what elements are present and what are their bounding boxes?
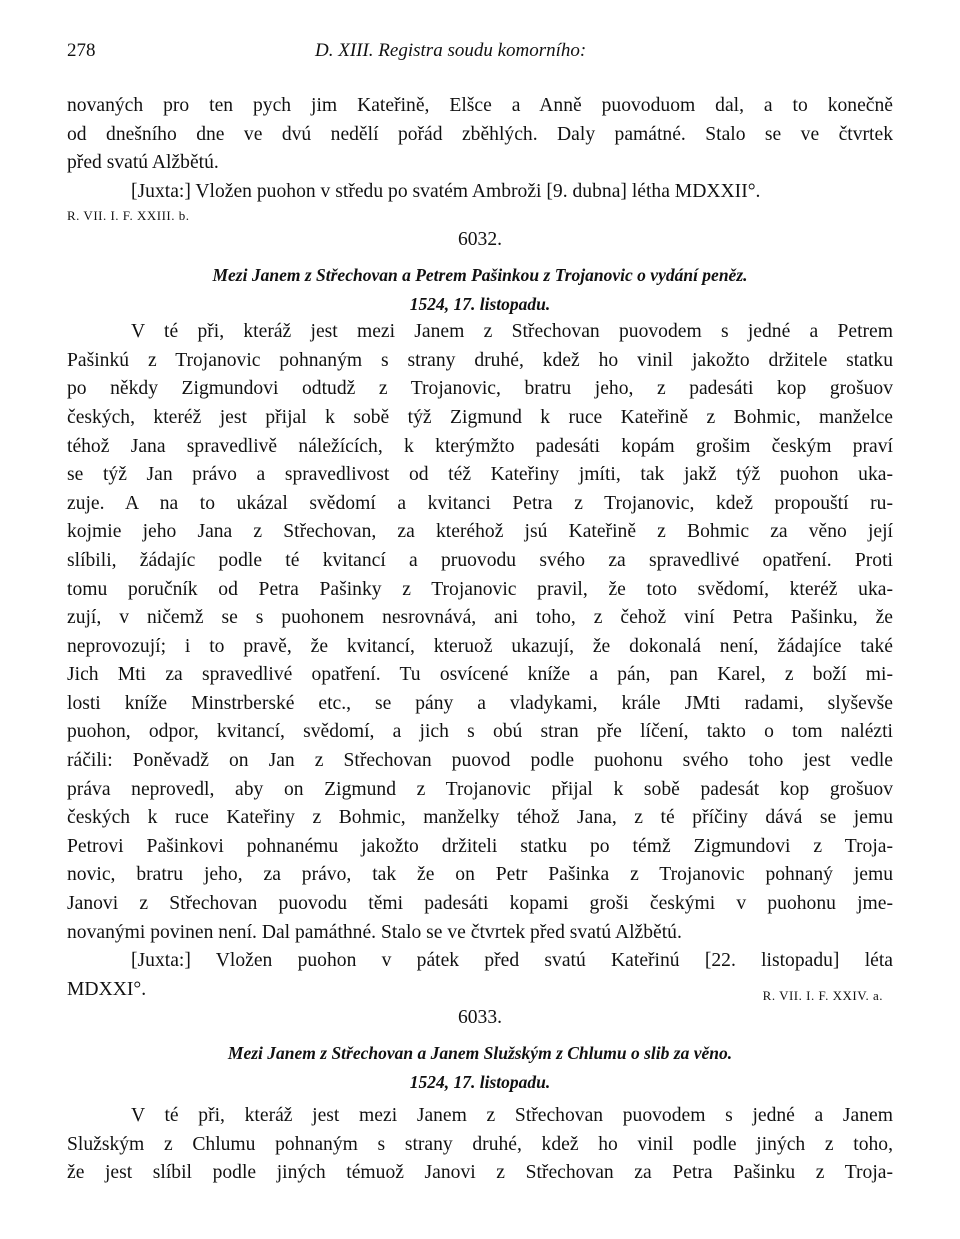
paragraph-line: Služským z Chlumu pohnaným s strany druhé, kdež ho vinil podle jiných z toho, — [67, 1133, 893, 1155]
paragraph-line: Pašinkú z Trojanovic pohnaným s strany druhé, kdež ho vinil jakožto držitele statku — [67, 349, 893, 371]
paragraph-line: před svatú Alžbětú. — [67, 152, 219, 174]
paragraph-line: tomu poručník od Petra Pašinky z Trojanovic pravil, že toto svědomí, kteréž uka- — [67, 578, 893, 600]
juxta-note: [Juxta:] Vložen puohon v středu po svatém Ambroži [9. dubna] létha MDXXII°. — [131, 180, 761, 202]
entry-number: 6033. — [457, 1007, 503, 1029]
entry-date: 1524, 17. listopadu. — [409, 293, 551, 314]
page-header — [67, 40, 893, 66]
register-reference: R. VII. I. F. XXIV. a. — [762, 987, 883, 1003]
paragraph-line: se týž Jan právo a spravedlivost od též Kateřiny jmíti, tak jakž týž puohon uka- — [67, 464, 893, 486]
paragraph-line: losti kníže Minstrberské etc., se pány a vladykami, krále JMti radami, slyševše — [67, 692, 893, 714]
paragraph-line: zují, v ničemž se s puohonem nesrovnává, ani toho, z čehož viní Petra Pašinku, že — [67, 607, 893, 629]
paragraph-line: práva neprovedl, aby on Zigmund z Trojanovic přijal k sobě padesát kop grošuov — [67, 778, 893, 800]
paragraph-line: neprovozují; i to pravě, že kvitancí, kteruož ukazují, že dokonalá není, žádajíce také — [67, 635, 893, 657]
paragraph-line: že jest slíbil podle jiných témuož Janovi z Střechovan za Petra Pašinku z Troja- — [67, 1162, 893, 1184]
entry-date: 1524, 17. listopadu. — [409, 1071, 551, 1092]
entry-number: 6032. — [457, 229, 503, 251]
page-number: 278 — [67, 40, 96, 61]
register-reference: R. VII. I. F. XXIII. b. — [67, 208, 190, 224]
paragraph-line: českých k ruce Kateřiny z Bohmic, manželky téhož Jana, z té příčiny dává se jemu — [67, 807, 893, 829]
paragraph-line: téhož Jana spravedlivě náležících, k kterýmžto padesáti kopám grošim českým praví — [67, 435, 893, 457]
paragraph-line: od dnešního dne ve dvú nedělí pořád zběhlých. Daly památné. Stalo se ve čtvrtek — [67, 123, 893, 145]
paragraph-line: Janovi z Střechovan puovodu těmi padesáti kopami groši českými v puohonu jme- — [67, 893, 893, 915]
running-head: D. XIII. Registra soudu komorního: — [315, 40, 587, 61]
paragraph-line: Jich Mti za spravedlivé opatření. Tu osvícené kníže a pán, pan Karel, z boží mi- — [67, 664, 893, 686]
paragraph-line: V té při, kteráž jest mezi Janem z Střechovan puovodem s jedné a Janem — [131, 1105, 893, 1127]
juxta-note-year: MDXXI°. — [67, 978, 147, 1000]
juxta-note: [Juxta:] Vložen puohon v pátek před svatú Kateřinú [22. listopadu] léta — [131, 950, 893, 972]
paragraph-line: novanými povinen není. Dal památhné. Stalo se ve čtvrtek před svatú Alžbětú. — [67, 921, 682, 943]
paragraph-line: kojmie jeho Jana z Střechovan, za kteréhož jsú Kateřině z Bohmic za věno její — [67, 521, 893, 543]
paragraph-line: novaných pro ten pych jim Kateřině, Elšce a Anně puovoduom dal, a to konečně — [67, 95, 893, 116]
entry-title: Mezi Janem z Střechovan a Petrem Pašinkou z Trojanovic o vydání peněz. — [212, 264, 748, 285]
page-body — [67, 92, 893, 1188]
paragraph-line: zuje. A na to ukázal svědomí a kvitanci Petra z Trojanovic, kdež propouští ru- — [67, 492, 893, 514]
paragraph-line: po někdy Zigmundovi odtudž z Trojanovic, bratru jeho, z padesáti kop grošuov — [67, 378, 893, 400]
paragraph-line: českých, kteréž jest přijal k sobě týž Zigmund k ruce Kateřině z Bohmic, manželce — [67, 406, 893, 428]
entry-title: Mezi Janem z Střechovan a Janem Služským z Chlumu o slib za věno. — [227, 1043, 733, 1063]
paragraph-line: V té při, kteráž jest mezi Janem z Střechovan puovodem s jedné a Petrem — [131, 321, 893, 343]
paragraph-line: Petrovi Pašinkovi pohnanému jakožto držiteli statku po témž Zigmundovi z Troja- — [67, 835, 893, 857]
paragraph-line: novic, bratru jeho, za právo, tak že on Petr Pašinka z Trojanovic pohnaný jemu — [67, 864, 893, 886]
paragraph-line: ráčili: Poněvadž on Jan z Střechovan puovod podle puohonu svého toho jest vedle — [67, 750, 893, 772]
paragraph-line: slíbili, žádajíc podle té kvitancí a pruovodu svého za spravedlivé opatření. Proti — [67, 549, 893, 571]
juxta-note-end — [67, 976, 893, 1005]
paragraph-line: puohon, odpor, kvitancí, svědomí, a jich s obú stran pře líčení, takto o tom nalézti — [67, 721, 893, 743]
